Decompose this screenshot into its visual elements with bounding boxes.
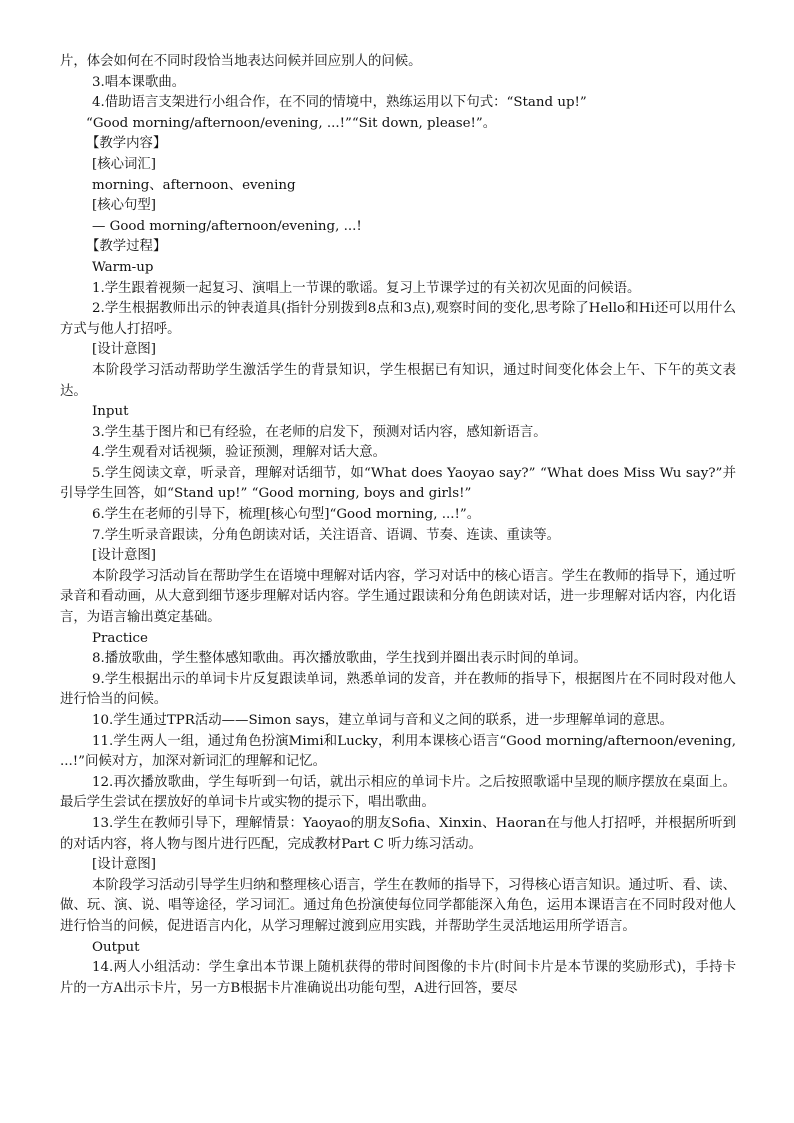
text-line: Output <box>92 939 140 955</box>
text-line: Warm-up <box>92 259 154 275</box>
text-line: 11.学生两人一组，通过角色扮演Mimi和Lucky，利用本课核心语言“Good morning/afternoon/evening, ...!”问候对方，加深对新词汇的理解和记忆。 <box>60 733 736 770</box>
text-line: [核心词汇] <box>92 156 157 172</box>
text-line: 3.唱本课歌曲。 <box>92 74 186 90</box>
text-line: Practice <box>92 630 148 646</box>
text-line: 9.学生根据出示的单词卡片反复跟读单词，熟悉单词的发音，并在教师的指导下，根据图片在不同时段对他人进行恰当的问候。 <box>60 671 736 708</box>
text-line: 10.学生通过TPR活动——Simon says，建立单词与音和义之间的联系，进一步理解单词的意思。 <box>92 713 673 728</box>
text-line: 5.学生阅读文章，听录音，理解对话细节，如“What does Yaoyao say?” “What does Miss Wu say?”并引导学生回答，如“Stand up!” “Good morning, boys and girls!” <box>60 465 736 502</box>
text-line: 6.学生在老师的引导下，梳理[核心句型]“Good morning, ...!”。 <box>92 507 481 523</box>
text-line: [设计意图] <box>92 342 157 358</box>
text-line: 【教学内容】 <box>86 136 167 152</box>
text-line: [设计意图] <box>92 548 157 564</box>
text-line: 7.学生听录音跟读，分角色朗读对话，关注语音、语调、节奏、连读、重读等。 <box>92 527 561 543</box>
text-line: 12.再次播放歌曲，学生每听到一句话，就出示相应的单词卡片。之后按照歌谣中呈现的顺序摆放在桌面上。最后学生尝试在摆放好的单词卡片或实物的提示下，唱出歌曲。 <box>60 774 736 811</box>
text-line: — Good morning/afternoon/evening, ...! <box>92 218 362 234</box>
text-line: Input <box>92 404 129 420</box>
text-line: [核心句型] <box>92 198 157 214</box>
text-line: “Good morning/afternoon/evening, ...!”“Sit down, please!”。 <box>86 115 497 131</box>
text-line: morning、afternoon、evening <box>92 177 296 193</box>
text-line: 3.学生基于图片和已有经验，在老师的启发下，预测对话内容，感知新语言。 <box>92 424 547 440</box>
text-line: 2.学生根据教师出示的钟表道具(指针分别拨到8点和3点),观察时间的变化,思考除了Hello和Hi还可以用什么方式与他人打招呼。 <box>60 301 736 337</box>
text-line: 14.两人小组活动：学生拿出本节课上随机获得的带时间图像的卡片(时间卡片是本节课的奖励形式)，手持卡片的一方A出示卡片，另一方B根据卡片准确说出功能句型，A进行回答，要尽 <box>60 960 736 996</box>
text-line: 片，体会如何在不同时段恰当地表达问候并回应别人的问候。 <box>60 54 422 69</box>
text-line: 本阶段学习活动帮助学生激活学生的背景知识，学生根据已有知识，通过时间变化体会上午、下午的英文表达。 <box>60 362 736 399</box>
text-line: [设计意图] <box>92 857 157 873</box>
text-line: 本阶段学习活动旨在帮助学生在语境中理解对话内容，学习对话中的核心语言。学生在教师的指导下，通过听录音和看动画，从大意到细节逐步理解对话内容。学生通过跟读和分角色朗读对话，进一步理解对话内容，内化语言，为语言输出奠定基础。 <box>60 568 736 626</box>
text-line: 8.播放歌曲，学生整体感知歌曲。再次播放歌曲，学生找到并圈出表示时间的单词。 <box>92 651 587 667</box>
text-line: 4.借助语言支架进行小组合作，在不同的情境中，熟练运用以下句式：“Stand up!” <box>92 95 587 111</box>
text-line: 4.学生观看对话视频，验证预测，理解对话大意。 <box>92 445 386 461</box>
text-line: 本阶段学习活动引导学生归纳和整理核心语言，学生在教师的指导下，习得核心语言知识。通过听、看、读、做、玩、演、说、唱等途径，学习词汇。通过角色扮演使每位同学都能深入角色，运用本课语言在不同时段对他人进行恰当的问候，促进语言内化，从学习理解过渡到应用实践，并帮助学生灵活地运用所学语言。 <box>60 877 736 934</box>
text-line: 【教学过程】 <box>86 239 167 255</box>
text-line: 1.学生跟着视频一起复习、演唱上一节课的歌谣。复习上节课学过的有关初次见面的问候语。 <box>92 280 641 296</box>
text-line: 13.学生在教师引导下，理解情景：Yaoyao的朋友Sofia、Xinxin、Haoran在与他人打招呼，并根据所听到的对话内容，将人物与图片进行匹配，完成教材Part C 听力练习活动。 <box>60 815 736 852</box>
